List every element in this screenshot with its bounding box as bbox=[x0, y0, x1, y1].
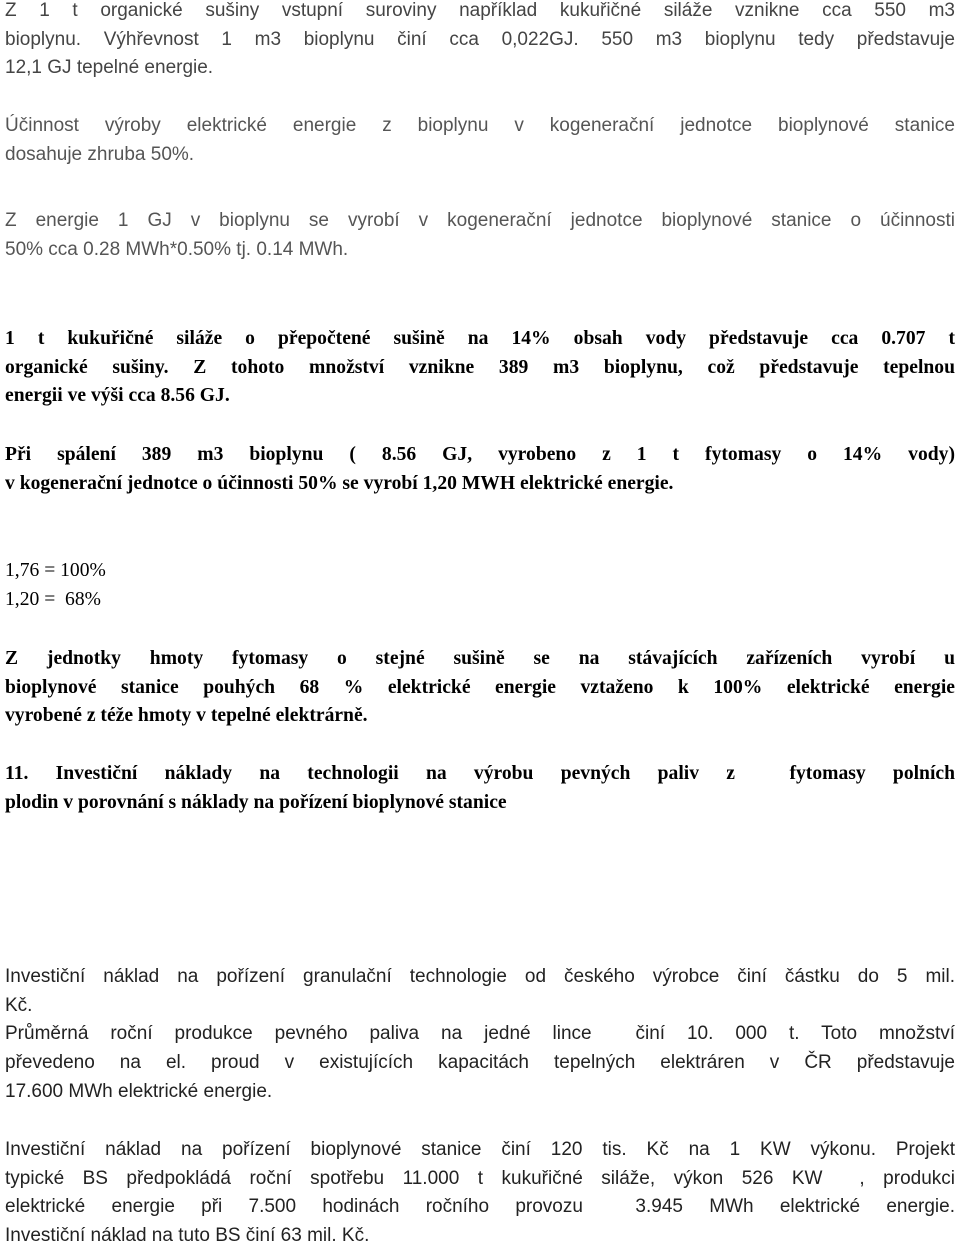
text-line: Účinnost výroby elektrické energie z bioplynu v kogenerační jednotce bioplynové stanice bbox=[5, 115, 955, 136]
text-line: bioplynové stanice pouhých 68 % elektrické energie vztaženo k 100% elektrické energie bbox=[5, 676, 955, 698]
text-line: Průměrná roční produkce pevného paliva na jedné lince činí 10. 000 t. Toto množství bbox=[5, 1023, 955, 1045]
text-line: Kč. bbox=[5, 994, 33, 1016]
text-line: Z jednotky hmoty fytomasy o stejné sušině se na stávajících zařízeních vyrobí u bbox=[5, 648, 955, 669]
ratio-block bbox=[5, 557, 955, 614]
paragraph-granulation-cost bbox=[5, 963, 955, 1107]
text-line: v kogenerační jednotce o účinnosti 50% se vyrobí 1,20 MWH elektrické energie. bbox=[5, 472, 674, 494]
text-line: 12,1 GJ tepelné energie. bbox=[5, 57, 214, 79]
paragraph-biogas-yield bbox=[5, 0, 955, 83]
text-line: Z energie 1 GJ v bioplynu se vyrobí v kogenerační jednotce bioplynové stanice o účinnosti bbox=[5, 210, 955, 231]
text-line: bioplynu. Výhřevnost 1 m3 bioplynu činí cca 0,022GJ. 550 m3 bioplynu tedy představuje bbox=[5, 28, 955, 50]
paragraph-conclusion bbox=[5, 645, 955, 731]
text-line: typické BS předpokládá roční spotřebu 11.000 t kukuřičné siláže, výkon 526 KW , produkci bbox=[5, 1167, 955, 1189]
text-line: 50% cca 0.28 MWh*0.50% tj. 0.14 MWh. bbox=[5, 238, 349, 260]
text-line: 11. Investiční náklady na technologii na výrobu pevných paliv z fytomasy polních bbox=[5, 763, 955, 784]
text-line: převedeno na el. proud v existujících kapacitách tepelných elektráren v ČR představuje bbox=[5, 1052, 955, 1074]
text-line: organické sušiny. Z tohoto množství vznikne 389 m3 bioplynu, což představuje tepelnou bbox=[5, 356, 955, 378]
text-line: Investiční náklad na pořízení bioplynové stanice činí 120 tis. Kč na 1 KW výkonu. Projekt bbox=[5, 1139, 955, 1160]
text-line: dosahuje zhruba 50%. bbox=[5, 143, 195, 165]
section-heading-11 bbox=[5, 760, 955, 817]
text-line: 17.600 MWh elektrické energie. bbox=[5, 1080, 273, 1102]
paragraph-energy-conversion bbox=[5, 207, 955, 264]
text-line: plodin v porovnání s náklady na pořízení bioplynové stanice bbox=[5, 791, 507, 813]
text-line: Investiční náklad na pořízení granulační technologie od českého výrobce činí částku do 5 mil. bbox=[5, 966, 955, 987]
text-line: Z 1 t organické sušiny vstupní suroviny například kukuřičné siláže vznikne cca 550 m3 bbox=[5, 0, 955, 21]
ratio-line-68: 1,20 = 68% bbox=[5, 588, 101, 610]
ratio-line-100: 1,76 = 100% bbox=[5, 560, 106, 581]
text-line: energii ve výši cca 8.56 GJ. bbox=[5, 385, 230, 407]
text-line: elektrické energie při 7.500 hodinách ročního provozu 3.945 MWh elektrické energie. bbox=[5, 1196, 955, 1218]
text-line: Při spálení 389 m3 bioplynu ( 8.56 GJ, vyrobeno z 1 t fytomasy o 14% vody) bbox=[5, 444, 955, 465]
paragraph-biogas-station-cost bbox=[5, 1136, 955, 1251]
text-line: 1 t kukuřičné siláže o přepočtené sušině na 14% obsah vody představuje cca 0.707 t bbox=[5, 328, 955, 349]
paragraph-combustion bbox=[5, 441, 955, 498]
text-line: vyrobené z téže hmoty v tepelné elektrárně. bbox=[5, 705, 368, 727]
paragraph-efficiency bbox=[5, 112, 955, 169]
text-line: Investiční náklad na tuto BS činí 63 mil. Kč. bbox=[5, 1225, 370, 1247]
paragraph-silage-conversion bbox=[5, 325, 955, 411]
